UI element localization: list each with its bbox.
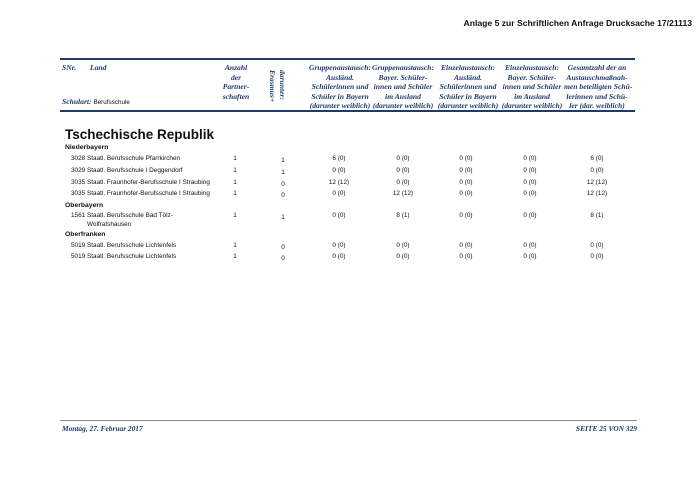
cell-ea-ausl: 0 (0) — [459, 253, 473, 260]
cell-partner: 1 — [233, 167, 237, 174]
header-line: Austauschmaßnah- — [566, 72, 628, 82]
cell-ea-bay: 0 (0) — [523, 190, 537, 197]
region-heading: Oberbayern — [65, 202, 104, 209]
header-line: Bayer. Schüler- — [507, 72, 557, 82]
header-line: ler (dar. weiblich) — [569, 101, 625, 111]
table-row — [0, 253, 700, 263]
header-line: lerinnen und Schü- — [566, 91, 628, 101]
header-line: Erasmus+ — [268, 70, 278, 103]
header-bottom-rule — [60, 110, 635, 112]
cell-total: 12 (12) — [586, 179, 608, 186]
school-name — [71, 167, 221, 176]
table-row — [0, 242, 700, 252]
header-line: Partner- — [222, 82, 250, 92]
header-line: Anzahl — [224, 63, 248, 72]
cell-erasmus: 1 — [281, 169, 285, 176]
cell-total: 6 (0) — [590, 155, 604, 162]
cell-ga-bay: 0 (0) — [396, 155, 410, 162]
cell-ga-ausl: 0 (0) — [332, 212, 346, 219]
header-line: (darunter weiblich) — [309, 101, 371, 111]
header-line: (darunter weiblich) — [437, 101, 499, 111]
cell-ga-ausl: 0 (0) — [332, 253, 346, 260]
cell-ga-ausl: 0 (0) — [332, 190, 346, 197]
header-col-total — [564, 63, 633, 111]
cell-total: 0 (0) — [590, 242, 604, 249]
cell-ea-ausl: 0 (0) — [459, 242, 473, 249]
header-col-ga-ausl — [306, 63, 374, 111]
cell-ea-bay: 0 (0) — [523, 179, 537, 186]
cell-erasmus: 1 — [281, 157, 285, 164]
header-schulart-value: Berufsschule — [93, 99, 130, 106]
cell-total: 0 (0) — [590, 253, 604, 260]
header-line: Ausländ. — [325, 72, 355, 82]
header-line: Bayer. Schüler- — [378, 72, 428, 82]
cell-ea-bay: 0 (0) — [523, 155, 537, 162]
footer-page-number: SEITE 25 VON 329 — [576, 424, 637, 433]
header-line: schaften — [222, 91, 250, 101]
header-col-partner — [220, 63, 252, 101]
header-line: Gruppenaustausch: — [308, 63, 372, 72]
cell-erasmus: 0 — [281, 192, 285, 199]
cell-partner: 1 — [233, 190, 237, 197]
school-line: 3035 Staatl. Fraunhofer-Berufsschule I Straubing — [71, 179, 210, 186]
school-line: 3029 Staatl. Berufsschule I Deggendorf — [71, 167, 183, 174]
cell-partner: 1 — [233, 179, 237, 186]
table-row — [0, 190, 700, 200]
header-line: Ausländ. — [453, 72, 483, 82]
header-line: Schüler in Bayern — [439, 91, 497, 101]
header-snr: SNr. — [62, 63, 77, 72]
cell-ga-bay: 12 (12) — [392, 190, 414, 197]
table-row — [0, 179, 700, 189]
header-col-erasmus — [268, 70, 287, 102]
header-line: men beteiligten Schü- — [564, 82, 633, 92]
cell-ea-bay: 0 (0) — [523, 212, 537, 219]
school-name — [71, 253, 221, 262]
cell-erasmus: 0 — [281, 255, 285, 262]
footer-rule — [60, 420, 637, 421]
table-row — [0, 212, 700, 230]
cell-erasmus: 0 — [281, 244, 285, 251]
cell-ga-bay: 8 (1) — [396, 212, 410, 219]
cell-ga-ausl: 0 (0) — [332, 167, 346, 174]
header-col-ea-ausl — [436, 63, 500, 111]
header-line: Schülerinnen und — [311, 82, 369, 92]
header-top-rule — [60, 58, 635, 60]
cell-ea-ausl: 0 (0) — [459, 212, 473, 219]
cell-total: 8 (1) — [590, 212, 604, 219]
region-heading: Niederbayern — [65, 144, 109, 151]
cell-ga-ausl: 0 (0) — [332, 242, 346, 249]
header-line: (darunter weiblich) — [501, 101, 563, 111]
region-heading: Oberfranken — [65, 231, 106, 238]
cell-ea-bay: 0 (0) — [523, 253, 537, 260]
header-line: Einzelaustausch: — [440, 63, 496, 72]
header-line: der — [230, 72, 242, 82]
school-line: 5019 Staatl. Berufsschule Lichtenfels — [71, 242, 177, 249]
cell-erasmus: 0 — [281, 181, 285, 188]
school-name — [71, 179, 221, 188]
cell-ea-bay: 0 (0) — [523, 167, 537, 174]
cell-ga-bay: 0 (0) — [396, 253, 410, 260]
cell-ea-ausl: 0 (0) — [459, 190, 473, 197]
school-line: 5019 Staatl. Berufsschule Lichtenfels — [71, 253, 177, 260]
header-line: im Ausland — [514, 91, 550, 101]
cell-ga-bay: 0 (0) — [396, 242, 410, 249]
header-line: Gesamtzahl der an — [567, 63, 627, 72]
cell-ea-bay: 0 (0) — [523, 242, 537, 249]
cell-partner: 1 — [233, 155, 237, 162]
cell-ga-bay: 0 (0) — [396, 179, 410, 186]
cell-total: 0 (0) — [590, 167, 604, 174]
school-name — [71, 155, 221, 164]
footer-date: Montag, 27. Februar 2017 — [62, 424, 143, 433]
country-heading: Tschechische Republik — [65, 127, 215, 142]
school-name — [71, 190, 221, 199]
header-line: innen und Schüler — [502, 82, 562, 92]
header-land: Land — [90, 63, 107, 72]
table-row — [0, 167, 700, 177]
school-name — [71, 242, 221, 251]
table-row — [0, 155, 700, 165]
annex-title: Anlage 5 zur Schriftlichen Anfrage Drucksache 17/21113 — [463, 18, 692, 28]
cell-ea-ausl: 0 (0) — [459, 155, 473, 162]
header-line: Schülerinnen und — [439, 82, 497, 92]
cell-ga-ausl: 6 (0) — [332, 155, 346, 162]
header-line: Schüler in Bayern — [311, 91, 369, 101]
header-line: innen und Schüler — [373, 82, 433, 92]
school-line: 1561 Staatl. Berufsschule Bad Tölz- — [71, 212, 173, 219]
school-name — [71, 212, 221, 229]
cell-total: 12 (12) — [586, 190, 608, 197]
header-col-ea-bay — [500, 63, 564, 111]
header-schulart-label: Schulart: — [62, 97, 92, 106]
cell-ga-bay: 0 (0) — [396, 167, 410, 174]
header-line: Gruppenaustausch: — [371, 63, 435, 72]
school-line: 3028 Staatl. Berufsschule Pfarrkirchen — [71, 155, 181, 162]
cell-partner: 1 — [233, 242, 237, 249]
header-line: darunter: — [278, 70, 287, 100]
school-line: Wolfratshausen — [87, 220, 132, 228]
header-schulart — [62, 97, 130, 108]
header-col-ga-bay — [371, 63, 435, 111]
cell-ga-ausl: 12 (12) — [328, 179, 350, 186]
school-line: 3035 Staatl. Fraunhofer-Berufsschule I Straubing — [71, 190, 210, 197]
header-line: Einzelaustausch: — [504, 63, 560, 72]
header-line: (darunter weiblich) — [372, 101, 434, 111]
cell-ea-ausl: 0 (0) — [459, 167, 473, 174]
cell-erasmus: 1 — [281, 214, 285, 221]
cell-ea-ausl: 0 (0) — [459, 179, 473, 186]
cell-partner: 1 — [233, 253, 237, 260]
cell-partner: 1 — [233, 212, 237, 219]
header-line: im Ausland — [385, 91, 421, 101]
